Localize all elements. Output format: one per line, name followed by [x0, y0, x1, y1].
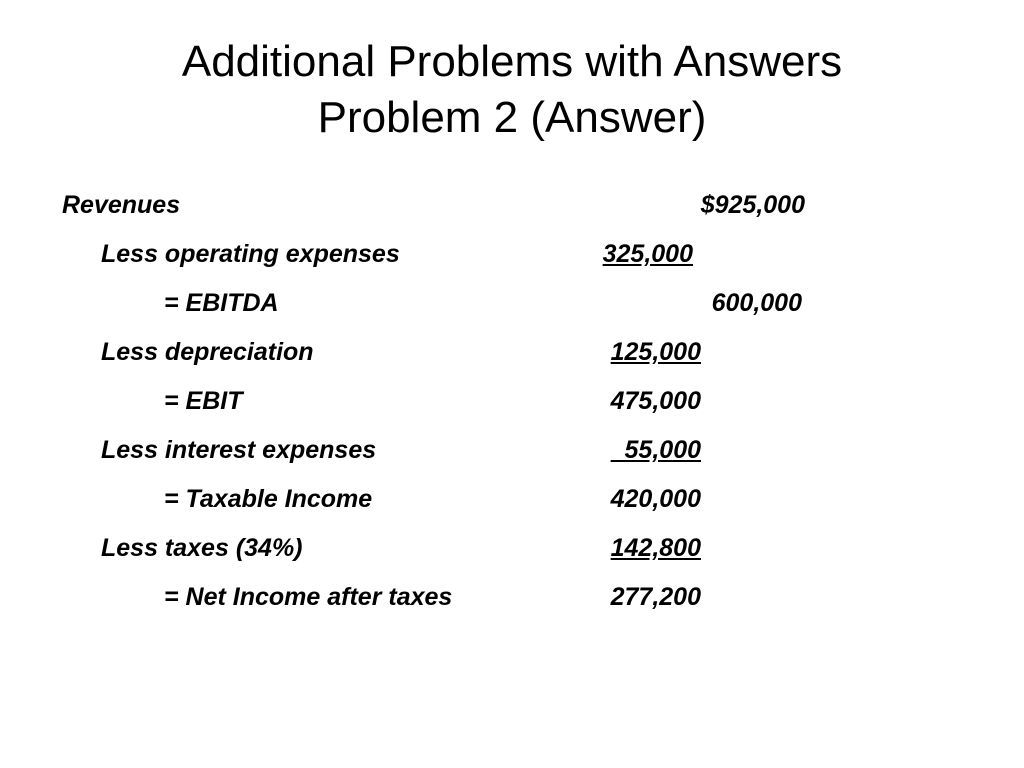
slide-title: [0, 34, 1024, 146]
row-label: Revenues: [62, 191, 181, 219]
statement-row-operating-expenses: [0, 236, 1024, 272]
row-amount: 55,000: [610, 436, 701, 464]
row-amount: 475,000: [610, 387, 701, 415]
row-label: = EBIT: [164, 387, 243, 415]
statement-row-taxable-income: [0, 481, 1024, 517]
statement-row-revenues: [0, 187, 1024, 223]
statement-row-net-income: [0, 579, 1024, 615]
statement-row-interest-expenses: [0, 432, 1024, 468]
row-label: = EBITDA: [164, 289, 279, 317]
row-label: Less operating expenses: [101, 240, 400, 268]
statement-row-ebitda: [0, 285, 1024, 321]
title-line-1: Additional Problems with Answers: [181, 37, 843, 86]
row-amount: 277,200: [610, 583, 701, 611]
row-label: Less taxes (34%): [101, 534, 303, 562]
row-label: Less depreciation: [101, 338, 314, 366]
row-amount: 125,000: [610, 338, 701, 366]
row-label: = Taxable Income: [164, 485, 373, 513]
statement-row-taxes: [0, 530, 1024, 566]
row-amount: 325,000: [602, 240, 693, 268]
row-amount: 600,000: [711, 289, 802, 317]
row-label: = Net Income after taxes: [164, 583, 453, 611]
row-label: Less interest expenses: [101, 436, 377, 464]
row-amount: 142,800: [610, 534, 701, 562]
statement-row-depreciation: [0, 334, 1024, 370]
title-line-2: Problem 2 (Answer): [317, 93, 707, 142]
statement-row-ebit: [0, 383, 1024, 419]
row-amount: $925,000: [700, 191, 805, 219]
row-amount: 420,000: [610, 485, 701, 513]
